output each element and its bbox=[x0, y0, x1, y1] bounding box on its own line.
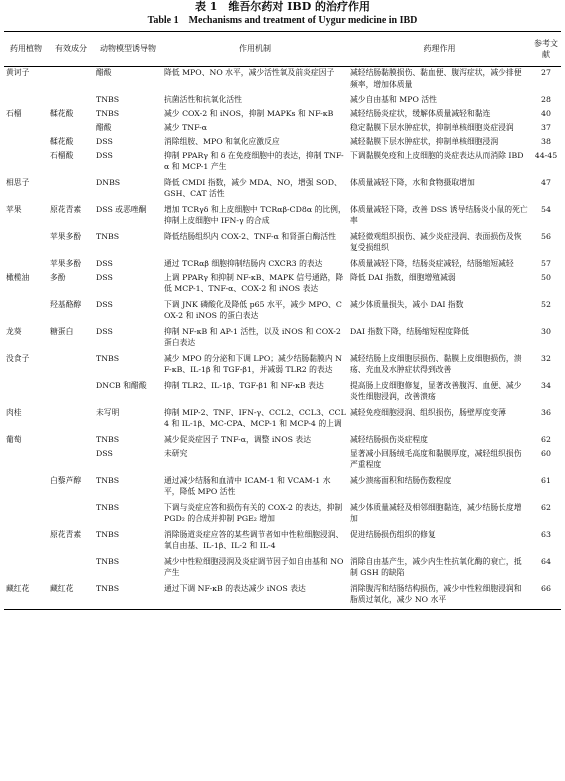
cell-component: 多酚 bbox=[50, 272, 66, 282]
cell-effect: 提高肠上皮细胞修复，显著改善腹泻、血便、减少炎性细胞浸润，改善溃疡 bbox=[350, 380, 522, 401]
cell-reference: 37 bbox=[541, 122, 551, 132]
cell-component bbox=[48, 502, 94, 529]
cell-component: 白藜芦醇 bbox=[50, 475, 82, 485]
cell-component bbox=[48, 67, 94, 94]
table-row bbox=[4, 326, 561, 353]
cell-model: TNBS bbox=[96, 556, 120, 566]
cell-reference: 57 bbox=[541, 258, 551, 268]
cell-reference: 30 bbox=[541, 326, 551, 336]
table-title-en: Table 1 Mechanisms and treatment of Uygur medicine in IBD bbox=[147, 15, 418, 26]
table-row bbox=[4, 556, 561, 583]
cell-reference: 64 bbox=[541, 556, 551, 566]
cell-herb bbox=[4, 475, 48, 502]
cell-mechanism: 减少中性粒细胞浸润及炎症调节因子如自由基和 NO 产生 bbox=[164, 556, 344, 577]
cell-component bbox=[48, 94, 94, 108]
cell-model: DSS bbox=[96, 258, 113, 268]
table-row bbox=[4, 67, 561, 94]
table-row bbox=[4, 529, 561, 556]
cell-mechanism: 消除肠道炎症应答的某些调节者如中性粒细胞浸润、氧自由基、IL-1β、IL-2 和 IL-4 bbox=[164, 529, 344, 550]
table-row bbox=[4, 108, 561, 122]
table-row bbox=[4, 258, 561, 272]
table-row bbox=[4, 448, 561, 475]
cell-effect: 促进结肠损伤组织的修复 bbox=[350, 529, 436, 539]
cell-mechanism: 抗菌活性和抗氧化活性 bbox=[164, 94, 242, 104]
cell-reference: 54 bbox=[541, 204, 551, 214]
cell-effect: 减轻结肠黏膜损伤、黏血便、腹泻症状，减少排便频率，增加体质量 bbox=[350, 68, 522, 89]
cell-herb: 橄榄油 bbox=[6, 272, 30, 282]
cell-mechanism: 下调与炎症应答和损伤有关的 COX-2 的表达，抑制 PGD₂ 的合成并抑制 PGE₂ 增加 bbox=[164, 502, 343, 523]
cell-component: 羟基酪醇 bbox=[50, 299, 82, 309]
cell-model: TNBS bbox=[96, 529, 120, 539]
mechanisms-table bbox=[4, 31, 561, 610]
cell-effect: 体质量减轻下降，水和食物摄取增加 bbox=[350, 177, 475, 187]
cell-model: DNCB 和醋酸 bbox=[96, 380, 147, 390]
header-reference: 参考文献 bbox=[531, 32, 561, 67]
cell-herb bbox=[4, 122, 48, 136]
cell-herb: 藏红花 bbox=[4, 583, 48, 610]
cell-herb bbox=[4, 380, 48, 407]
cell-component: 鞣花酸 bbox=[50, 136, 74, 146]
cell-effect: 下调黏膜免疫和上皮细胞的炎症表达从而消除 IBD bbox=[350, 150, 524, 160]
cell-effect: 稳定黏膜下层水肿症状，抑制单核细胞炎症浸润 bbox=[350, 122, 514, 132]
table-row bbox=[4, 475, 561, 502]
cell-component: 原花青素 bbox=[50, 529, 82, 539]
table-row bbox=[4, 272, 561, 299]
table-row bbox=[4, 150, 561, 177]
cell-mechanism: 消除组胺、MPO 和氧化应激反应 bbox=[164, 136, 280, 146]
cell-reference: 50 bbox=[541, 272, 551, 282]
cell-mechanism: 抑制 TLR2、IL-1β、TGF-β1 和 NF-κB 表达 bbox=[164, 380, 324, 390]
header-effect: 药理作用 bbox=[348, 32, 531, 67]
cell-effect: DAI 指数下降，结肠缩短程度降低 bbox=[350, 326, 469, 336]
cell-reference: 47 bbox=[541, 177, 551, 187]
cell-model: DSS bbox=[96, 136, 113, 146]
cell-reference: 28 bbox=[541, 94, 551, 104]
cell-model: DSS bbox=[96, 448, 113, 458]
cell-component bbox=[48, 380, 94, 407]
cell-effect: 减少体质量减轻及相邻细胞黏连，减少结肠长度增加 bbox=[350, 502, 522, 523]
cell-reference: 32 bbox=[541, 353, 551, 363]
cell-model: TNBS bbox=[94, 583, 162, 610]
cell-model: 醋酸 bbox=[96, 122, 112, 132]
cell-herb bbox=[4, 556, 48, 583]
cell-model: TNBS bbox=[96, 475, 120, 485]
cell-effect: 体质量减轻下降，结肠炎症减轻，结肠缩短减轻 bbox=[350, 258, 514, 268]
cell-component: 苹果多酚 bbox=[50, 258, 82, 268]
cell-reference: 63 bbox=[541, 529, 551, 539]
cell-herb: 相思子 bbox=[6, 177, 30, 187]
cell-effect: 减轻结肠损伤炎症程度 bbox=[350, 434, 428, 444]
cell-herb bbox=[4, 299, 48, 326]
cell-component: 糖蛋白 bbox=[50, 326, 74, 336]
cell-mechanism: 未研究 bbox=[164, 448, 188, 458]
cell-effect: 减少体质量损失，减小 DAI 指数 bbox=[350, 299, 464, 309]
cell-model: TNBS bbox=[96, 353, 120, 363]
cell-model: TNBS bbox=[96, 108, 120, 118]
cell-effect: 消除腹泻和结肠结构损伤，减少中性粒细胞浸润和脂质过氧化，减少 NO 水平 bbox=[348, 583, 531, 610]
cell-mechanism: 通过 TCRαβ 细胞抑制结肠内 CXCR3 的表达 bbox=[164, 258, 323, 268]
cell-effect: 体质量减轻下降，改善 DSS 诱导结肠炎小鼠的死亡率 bbox=[350, 204, 528, 225]
cell-effect: 显著减小回肠绒毛高度和黏膜厚度，减轻组织损伤严重程度 bbox=[350, 448, 522, 469]
cell-reference: 36 bbox=[541, 407, 551, 417]
cell-effect: 减轻黏膜下层水肿症状，抑制单核细胞浸润 bbox=[350, 136, 499, 146]
cell-effect: 降低 DAI 指数，细胞增殖减弱 bbox=[350, 272, 456, 282]
cell-component: 苹果多酚 bbox=[50, 231, 82, 241]
header-mechanism: 作用机制 bbox=[162, 32, 348, 67]
cell-mechanism: 降低 CMDI 指数，减少 MDA、NO，增强 SOD、GSH、CAT 活性 bbox=[164, 177, 342, 198]
cell-mechanism: 降低结肠组织内 COX-2、TNF-α 和肾蛋白酶活性 bbox=[164, 231, 336, 241]
cell-mechanism: 减少 COX-2 和 iNOS，抑制 MAPKs 和 NF-κB bbox=[164, 108, 334, 118]
table-row bbox=[4, 299, 561, 326]
cell-reference: 44-45 bbox=[534, 150, 558, 160]
cell-reference: 40 bbox=[541, 108, 551, 118]
cell-component bbox=[48, 407, 94, 434]
cell-model: TNBS bbox=[96, 231, 120, 241]
cell-component bbox=[48, 556, 94, 583]
cell-effect: 减少自由基和 MPO 活性 bbox=[350, 94, 437, 104]
cell-herb: 龙葵 bbox=[6, 326, 22, 336]
cell-model: DSS bbox=[96, 299, 113, 309]
cell-model: TNBS bbox=[96, 434, 120, 444]
header-model: 动物模型诱导物 bbox=[94, 32, 162, 67]
cell-component bbox=[48, 353, 94, 380]
table-row bbox=[4, 94, 561, 108]
table-row bbox=[4, 136, 561, 150]
cell-herb: 黄诃子 bbox=[6, 68, 30, 77]
cell-effect: 减少溃疡面积和结肠伤数程度 bbox=[350, 475, 452, 485]
header-component: 有效成分 bbox=[48, 32, 94, 67]
table-row bbox=[4, 380, 561, 407]
cell-model: DSS 或恶唑酮 bbox=[96, 204, 147, 214]
cell-herb bbox=[4, 502, 48, 529]
cell-mechanism: 通过减少结肠和血清中 ICAM-1 和 VCAM-1 水平，降低 MPO 活性 bbox=[164, 475, 331, 496]
cell-model: TNBS bbox=[96, 502, 120, 512]
cell-reference: 61 bbox=[541, 475, 551, 485]
cell-reference: 66 bbox=[531, 583, 561, 610]
cell-mechanism: 抑制 MIP-2、TNF、IFN-γ、CCL2、CCL3、CCL4 和 IL-1β、MC-CPA、MCP-1 和 MCP-4 的上调 bbox=[164, 407, 346, 428]
cell-mechanism: 抑制 NF-κB 和 AP-1 活性，以及 iNOS 和 COX-2 蛋白表达 bbox=[164, 326, 341, 347]
table-row bbox=[4, 231, 561, 258]
cell-model: DSS bbox=[96, 150, 113, 160]
cell-reference: 27 bbox=[541, 68, 551, 77]
header-herb: 药用植物 bbox=[4, 32, 48, 67]
cell-model: 醋酸 bbox=[96, 68, 112, 77]
cell-herb: 葡萄 bbox=[6, 434, 22, 444]
cell-herb: 石榴 bbox=[6, 108, 22, 118]
table-row bbox=[4, 583, 561, 610]
cell-reference: 56 bbox=[541, 231, 551, 241]
cell-component bbox=[48, 122, 94, 136]
cell-mechanism: 减少 MPO 的分泌和下调 LPO；减少结肠黏膜内 NF-κB、IL-1β 和 TGF-β1，并减弱 TLR2 的表达 bbox=[164, 353, 342, 374]
cell-model: DNBS bbox=[96, 177, 121, 187]
cell-component: 藏红花 bbox=[48, 583, 94, 610]
table-row bbox=[4, 204, 561, 231]
cell-component bbox=[48, 434, 94, 448]
table-row bbox=[4, 353, 561, 380]
cell-model: 未写明 bbox=[96, 407, 120, 417]
cell-reference: 62 bbox=[541, 434, 551, 444]
cell-effect: 减轻结肠上皮细胞层损伤、黏膜上皮细胞损伤，溃疡、充血及水肿症状得到改善 bbox=[350, 353, 522, 374]
cell-herb bbox=[4, 529, 48, 556]
table-row bbox=[4, 122, 561, 136]
table-title-cn: 表 1 维吾尔药对 IBD 的治疗作用 bbox=[194, 0, 371, 13]
cell-mechanism: 通过下调 NF-κB 的表达减少 iNOS 表达 bbox=[162, 583, 348, 610]
cell-mechanism: 下调 JNK 磷酸化及降低 p65 水平，减少 MPO、COX-2 和 iNOS 的蛋白表达 bbox=[164, 299, 342, 320]
cell-component: 原花青素 bbox=[50, 204, 82, 214]
cell-herb bbox=[4, 136, 48, 150]
cell-mechanism: 增加 TCRγδ 和上皮细胞中 TCRαβ-CD8α 的比例，抑制上皮细胞中 IFN-γ 的合成 bbox=[164, 204, 346, 225]
cell-model: DSS bbox=[96, 272, 113, 282]
cell-mechanism: 降低 MPO、NO 水平，减少活性氧及前炎症因子 bbox=[164, 68, 335, 77]
cell-effect: 减轻结肠炎症状，缓解体质量减轻和黏连 bbox=[350, 108, 491, 118]
table-row bbox=[4, 502, 561, 529]
cell-herb bbox=[4, 258, 48, 272]
cell-herb: 没食子 bbox=[6, 353, 30, 363]
table-row bbox=[4, 407, 561, 434]
cell-effect: 减轻微观组织损伤、减少炎症浸润、表面损伤及恢复受损组织 bbox=[350, 231, 522, 252]
cell-mechanism: 抑制 PPARγ 和 δ 在免疫细胞中的表达，抑制 TNF-α 和 MCP-1 产生 bbox=[164, 150, 344, 171]
cell-reference: 38 bbox=[541, 136, 551, 146]
cell-effect: 消除自由基产生，减少内生性抗氧化酶的衰亡，抵制 GSH 的缺陷 bbox=[350, 556, 522, 577]
cell-herb bbox=[4, 94, 48, 108]
cell-component: 石榴酸 bbox=[50, 150, 74, 160]
table-row bbox=[4, 434, 561, 448]
cell-reference: 62 bbox=[541, 502, 551, 512]
cell-mechanism: 减少 TNF-α bbox=[164, 122, 208, 132]
cell-herb: 肉桂 bbox=[6, 407, 22, 417]
cell-effect: 减轻免疫细胞浸润、组织损伤，肠壁厚度变薄 bbox=[350, 407, 506, 417]
cell-reference: 60 bbox=[541, 448, 551, 458]
cell-component bbox=[48, 177, 94, 204]
cell-mechanism: 上调 PPARγ 和抑制 NF-κB、MAPK 信号通路，降低 MCP-1、TNF-α、COX-2 和 iNOS 表达 bbox=[164, 272, 344, 293]
cell-herb bbox=[4, 448, 48, 475]
table-row bbox=[4, 177, 561, 204]
cell-reference: 34 bbox=[541, 380, 551, 390]
cell-herb bbox=[4, 231, 48, 258]
cell-component bbox=[48, 448, 94, 475]
table-header-row bbox=[4, 32, 561, 67]
cell-component: 鞣花酸 bbox=[50, 108, 74, 118]
cell-mechanism: 减少促炎症因子 TNF-α，调整 iNOS 表达 bbox=[164, 434, 312, 444]
cell-herb bbox=[4, 150, 48, 177]
cell-model: TNBS bbox=[96, 94, 120, 104]
cell-herb: 苹果 bbox=[6, 204, 22, 214]
cell-model: DSS bbox=[96, 326, 113, 336]
cell-reference: 52 bbox=[541, 299, 551, 309]
